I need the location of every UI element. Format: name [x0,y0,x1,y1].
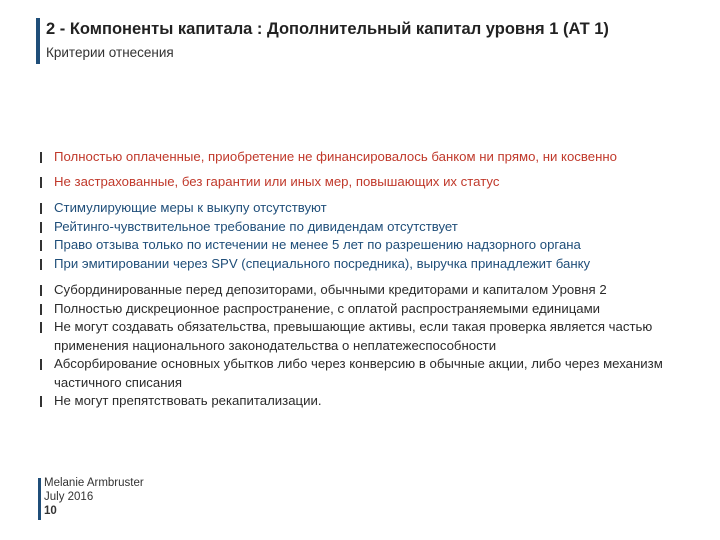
bullet-marker-icon [40,259,42,270]
bullet-text: Полностью дискреционное распространение, с оплатой распространяемыми единицами [54,300,601,316]
bullet-item [38,355,694,392]
bullet-text: Абсорбирование основных убытков либо через конверсию в обычные акции, либо через механизм частичного списания [54,356,663,390]
bullet-text: Не могут создавать обязательства, превышающие активы, если такая проверка является частью применения национального законодательства о неплатежеспособности [54,319,653,353]
footer-accent-bar [38,478,41,520]
bullet-marker-icon [40,152,42,163]
bullet-item [38,255,698,274]
bullet-group-dark [38,281,698,411]
header-accent-bar [36,18,40,64]
bullet-marker-icon [40,396,42,407]
bullet-item [38,218,698,237]
footer-text [44,476,144,518]
criteria-list [38,148,698,419]
bullet-marker-icon [40,222,42,233]
slide-title: 2 - Компоненты капитала : Дополнительный капитал уровня 1 (АТ 1) [46,20,609,38]
bullet-text: Стимулирующие меры к выкупу отсутствуют [54,200,327,215]
bullet-marker-icon [40,203,42,214]
bullet-text: Не могут препятствовать рекапитализации. [54,393,322,408]
bullet-marker-icon [40,177,42,188]
bullet-item [38,392,698,411]
slide-subtitle: Критерии отнесения [46,45,174,60]
bullet-item [38,148,698,167]
bullet-text: При эмитировании через SPV (специального посредника), выручка принадлежит банку [54,255,591,271]
bullet-marker-icon [40,322,42,333]
bullet-item [38,236,698,255]
slide-header [36,16,706,64]
bullet-text: Рейтинго-чувствительное требование по дивидендам отсутствует [54,218,458,234]
footer-author: Melanie Armbruster [44,477,144,489]
bullet-text: Субординированные перед депозиторами, обычными кредиторами и капиталом Уровня 2 [54,282,607,297]
bullet-item [38,300,698,319]
bullet-marker-icon [40,304,42,315]
bullet-item [38,318,694,355]
bullet-marker-icon [40,285,42,296]
bullet-text: Право отзыва только по истечении не менее 5 лет по разрешению надзорного органа [54,237,581,252]
footer-date: July 2016 [44,491,94,503]
bullet-group-blue [38,199,698,273]
bullet-item [38,199,698,218]
page-number: 10 [44,505,57,517]
bullet-text: Полностью оплаченные, приобретение не финансировалось банком ни прямо, ни косвенно [54,149,617,164]
bullet-text: Не застрахованные, без гарантии или иных мер, повышающих их статус [54,173,500,189]
bullet-item [38,173,698,192]
bullet-marker-icon [40,359,42,370]
bullet-marker-icon [40,240,42,251]
bullet-group-red [38,148,698,191]
bullet-item [38,281,698,300]
